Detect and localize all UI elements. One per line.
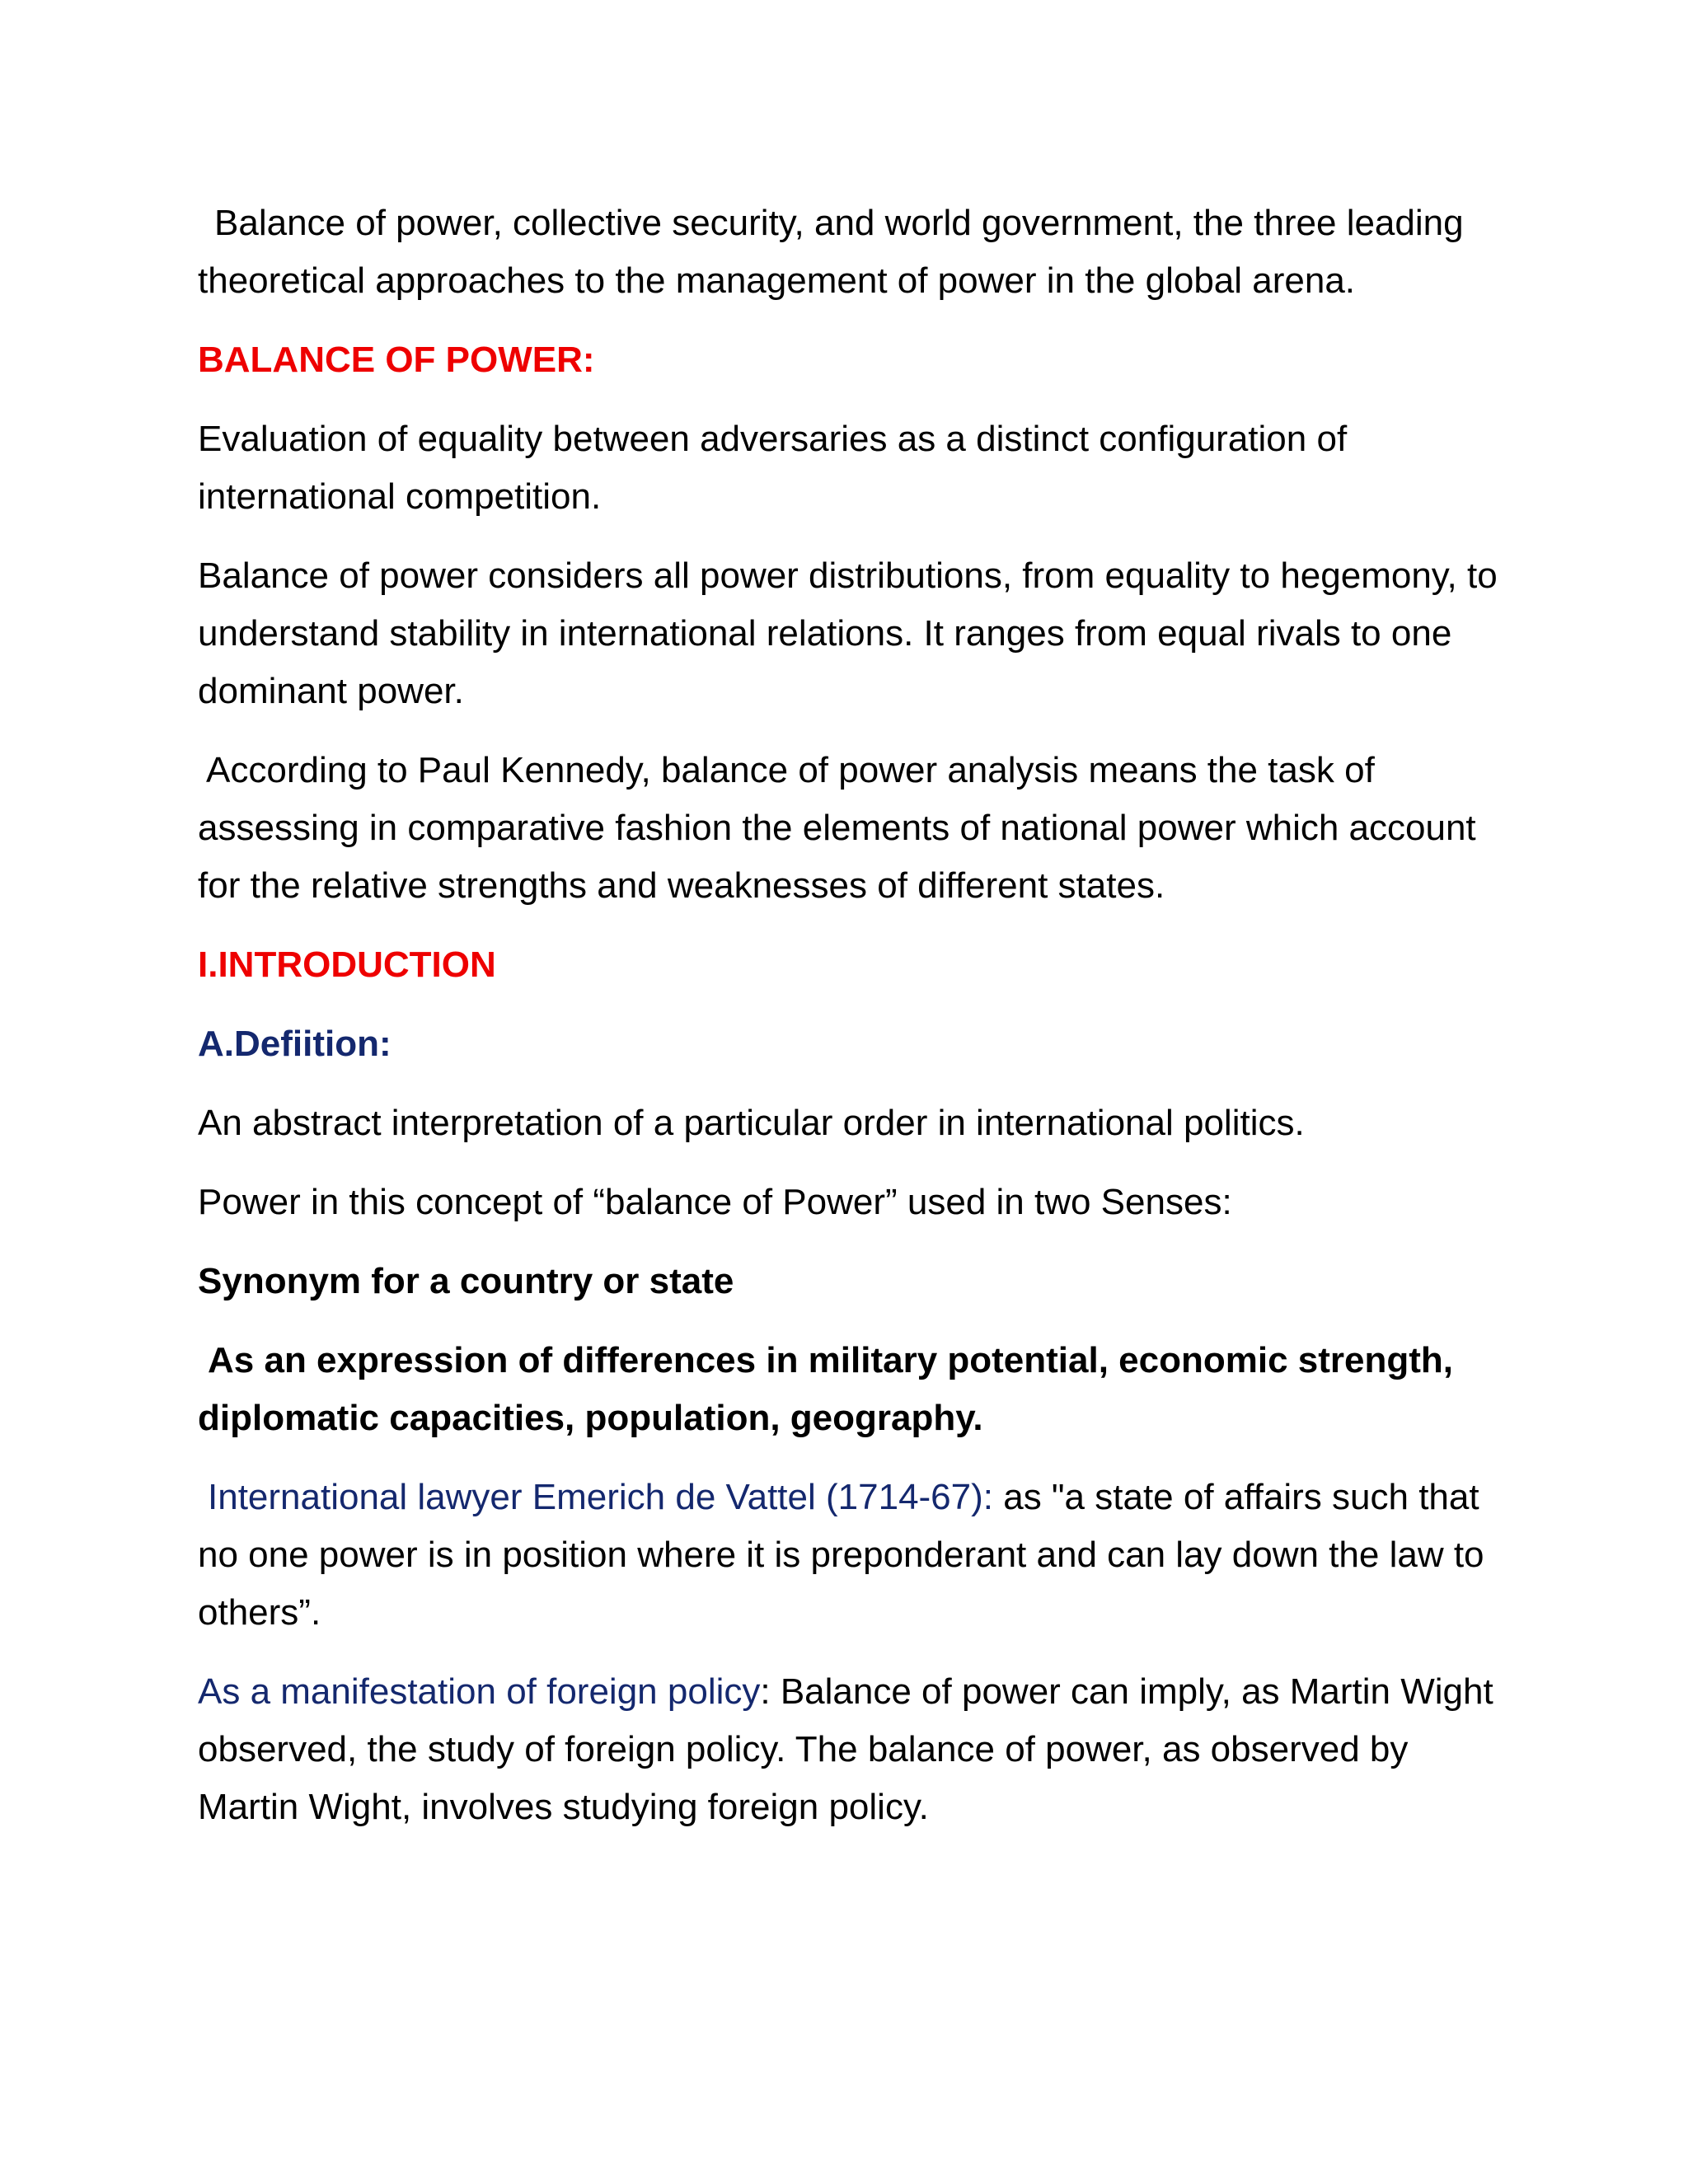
paragraph-two-senses: Power in this concept of “balance of Power” used in two Senses: xyxy=(198,1182,1232,1222)
paragraph-abstract: An abstract interpretation of a particular order in international politics. xyxy=(198,1103,1305,1143)
paragraph-distributions: Balance of power considers all power distributions, from equality to hegemony, to understand stability in international relations. It ranges from equal rivals to one dominant power. xyxy=(198,555,1498,711)
foreign-policy-label: As a manifestation of foreign policy xyxy=(198,1671,761,1712)
bold-expression-text: As an expression of differences in military potential, economic strength, diplomatic capacities, population, geography. xyxy=(198,1340,1454,1438)
paragraph-foreign-policy xyxy=(198,1663,1500,1836)
heading-balance-of-power: BALANCE OF POWER: xyxy=(198,340,595,380)
paragraph-kennedy xyxy=(198,742,1500,915)
intro-paragraph xyxy=(198,194,1500,310)
vattel-label: International lawyer Emerich de Vattel (1714-67): xyxy=(208,1477,994,1517)
foreign-policy-text: : Balance of power can imply, as Martin Wight observed, the study of foreign policy. The balance of power, as observed by Martin Wight, involves studying foreign policy. xyxy=(198,1671,1493,1827)
heading-definition: A.Defiition: xyxy=(198,1024,392,1064)
heading-introduction: I.INTRODUCTION xyxy=(198,944,496,985)
paragraph-evaluation: Evaluation of equality between adversaries as a distinct configuration of international competition. xyxy=(198,419,1348,517)
paragraph-vattel xyxy=(198,1469,1500,1642)
intro-paragraph-text: Balance of power, collective security, and world government, the three leading theoretical approaches to the management of power in the global arena. xyxy=(198,203,1464,301)
paragraph-kennedy-text: According to Paul Kennedy, balance of power analysis means the task of assessing in comparative fashion the elements of national power which account for the relative strengths and weaknesses of different states. xyxy=(198,750,1476,906)
bold-synonym: Synonym for a country or state xyxy=(198,1261,734,1301)
bold-expression xyxy=(198,1332,1500,1447)
vattel-text: as "a state of affairs such that no one power is in position where it is preponderant and can lay down the law to others”. xyxy=(198,1477,1484,1633)
document-page xyxy=(198,194,1500,1858)
